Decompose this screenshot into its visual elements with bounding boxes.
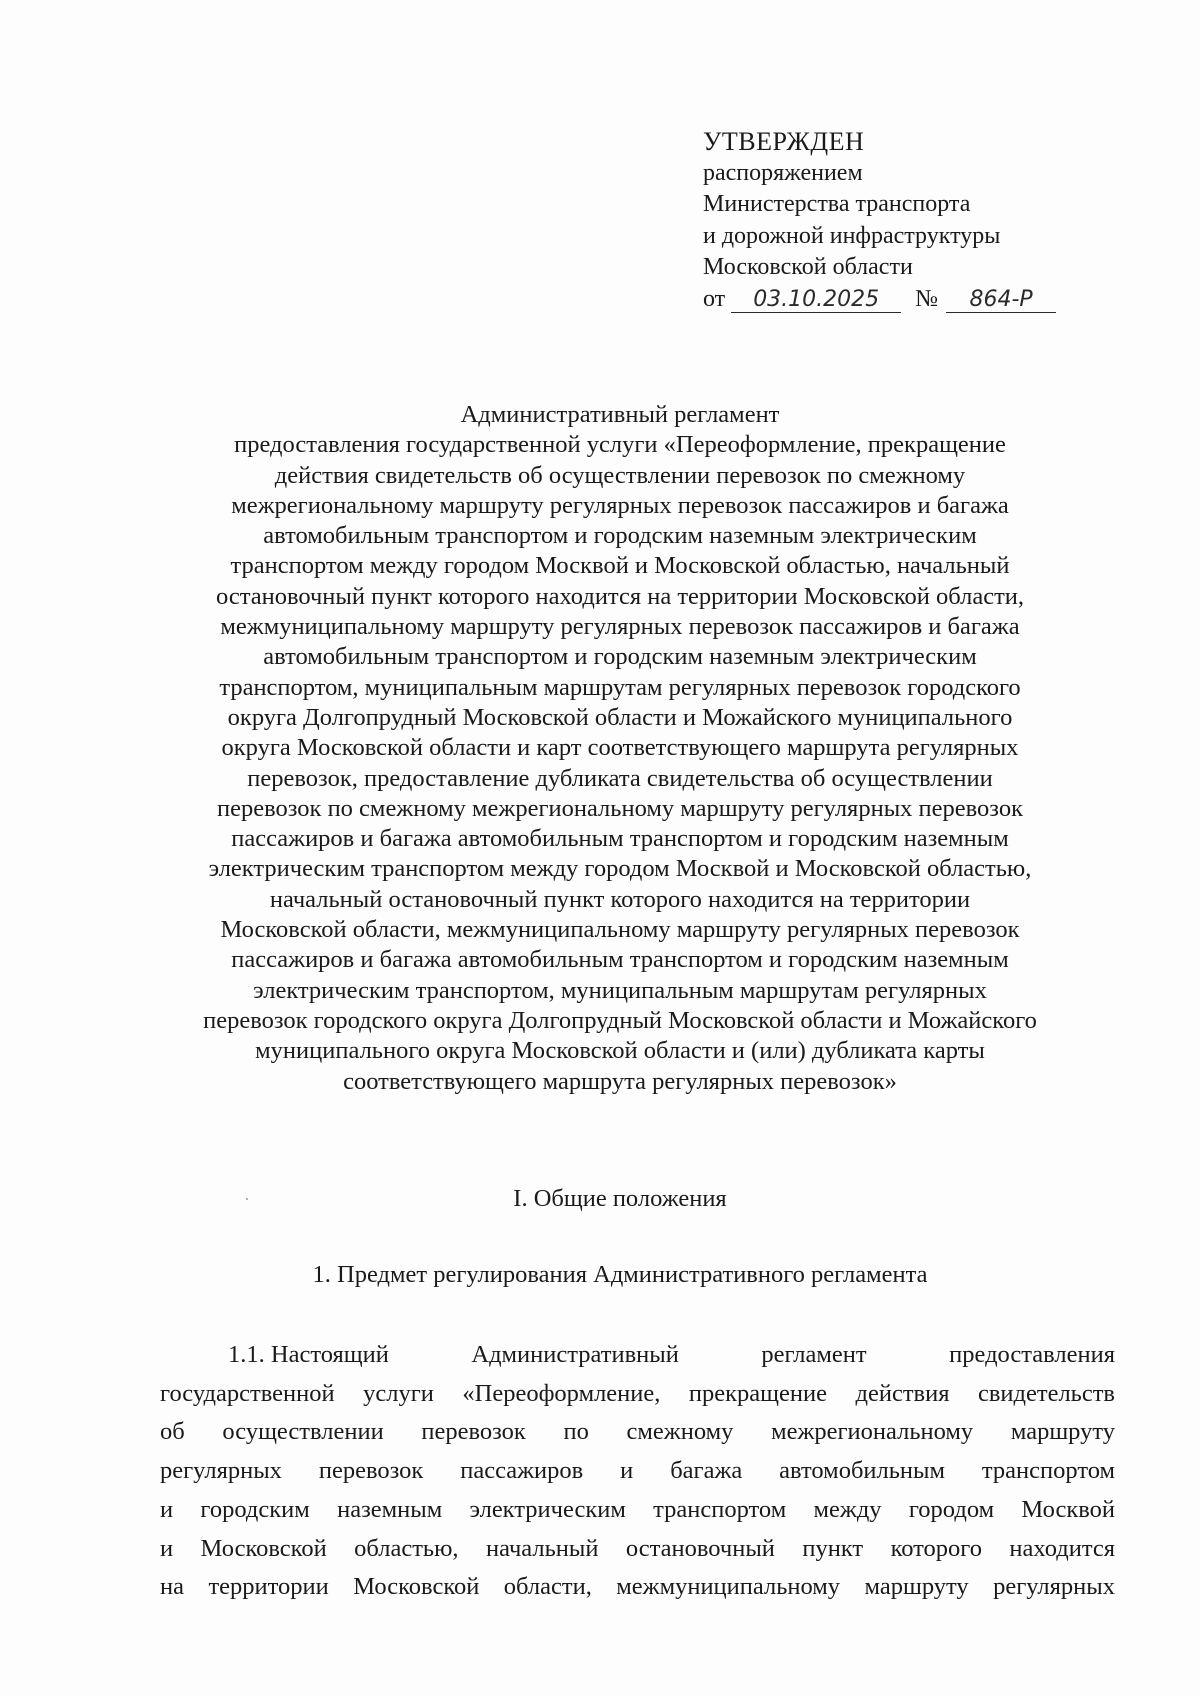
paragraph-line: государственной услуги «Переоформление, прекращение действия свидетельств	[160, 1379, 1115, 1407]
approval-heading: УТВЕРЖДЕН	[703, 127, 865, 156]
paragraph-line: регулярных перевозок пассажиров и багажа автомобильным транспортом	[160, 1457, 1115, 1485]
title-line: Административный регламент	[460, 401, 780, 428]
handwritten-date: 03.10.2025	[731, 288, 901, 313]
title-line: предоставления государственной услуги «Переоформление, прекращение	[234, 431, 1006, 459]
title-line: округа Московской области и карт соответствующего маршрута регулярных	[221, 734, 1019, 762]
title-line: транспортом между городом Москвой и Московской областью, начальный	[230, 552, 1010, 580]
title-line: перевозок, предоставление дубликата свидетельства об осуществлении	[247, 764, 993, 792]
title-line: Московской области, межмуниципальному маршруту регулярных перевозок	[220, 916, 1020, 944]
date-prefix: от	[703, 285, 726, 312]
paragraph-line: об осуществлении перевозок по смежному межрегиональному маршруту	[160, 1418, 1115, 1446]
title-line: соответствующего маршрута регулярных перевозок»	[343, 1067, 897, 1095]
title-line: перевозок городского округа Долгопрудный Московской области и Можайского	[203, 1006, 1037, 1034]
title-line: округа Долгопрудный Московской области и Можайского муниципального	[227, 703, 1013, 731]
title-line: транспортом, муниципальным маршрутам регулярных перевозок городского	[219, 673, 1021, 701]
approval-stamp-block	[703, 126, 1123, 315]
paragraph-word: 1.1. Настоящий	[228, 1341, 389, 1368]
approval-line: распоряжением	[703, 159, 863, 186]
paragraph-line: и Московской областью, начальный остановочный пункт которого находится	[160, 1534, 1115, 1562]
paragraph-word: регламент	[761, 1341, 867, 1368]
title-line: муниципального округа Московской области и (или) дубликата карты	[255, 1037, 985, 1065]
title-line: начальный остановочный пункт которого находится на территории	[269, 885, 971, 913]
approval-line: и дорожной инфраструктуры	[703, 222, 1001, 249]
paragraph-line: и городским наземным электрическим транспортом между городом Москвой	[160, 1495, 1115, 1523]
section-heading: I. Общие положения	[513, 1185, 727, 1212]
title-line: межмуниципальному маршруту регулярных перевозок пассажиров и багажа	[220, 613, 1020, 641]
document-title	[160, 400, 1080, 1097]
title-line: электрическим транспортом, муниципальным маршрутам регулярных	[253, 976, 987, 1004]
paragraph-word: предоставления	[949, 1341, 1115, 1368]
number-sign: №	[915, 285, 939, 312]
title-line: остановочный пункт которого находится на территории Московской области,	[215, 582, 1025, 610]
approval-line: Московской области	[703, 254, 913, 280]
approval-line: Министерства транспорта	[703, 191, 971, 217]
paragraph-line: на территории Московской области, межмуниципальному маршруту регулярных	[160, 1573, 1115, 1601]
paragraph-first-line	[160, 1336, 1115, 1375]
paragraph-1-1	[160, 1336, 1115, 1607]
title-line: автомобильным транспортом и городским наземным электрическим	[263, 522, 977, 550]
title-line: межрегиональному маршруту регулярных перевозок пассажиров и багажа	[231, 491, 1009, 519]
approval-date-line	[703, 284, 1123, 316]
title-line: автомобильным транспортом и городским наземным электрическим	[263, 643, 977, 671]
subsection-heading: 1. Предмет регулирования Административного регламента	[312, 1261, 928, 1288]
title-line: пассажиров и багажа автомобильным транспортом и городским наземным	[231, 946, 1009, 974]
title-line: действия свидетельств об осуществлении перевозок по смежному	[274, 461, 966, 489]
title-line: перевозок по смежному межрегиональному маршруту регулярных перевозок	[217, 794, 1023, 822]
handwritten-number: 864-Р	[946, 288, 1056, 313]
title-line: электрическим транспортом между городом Москвой и Московской областью,	[208, 855, 1032, 883]
paragraph-word: Административный	[471, 1341, 679, 1368]
title-line: пассажиров и багажа автомобильным транспортом и городским наземным	[231, 825, 1009, 853]
